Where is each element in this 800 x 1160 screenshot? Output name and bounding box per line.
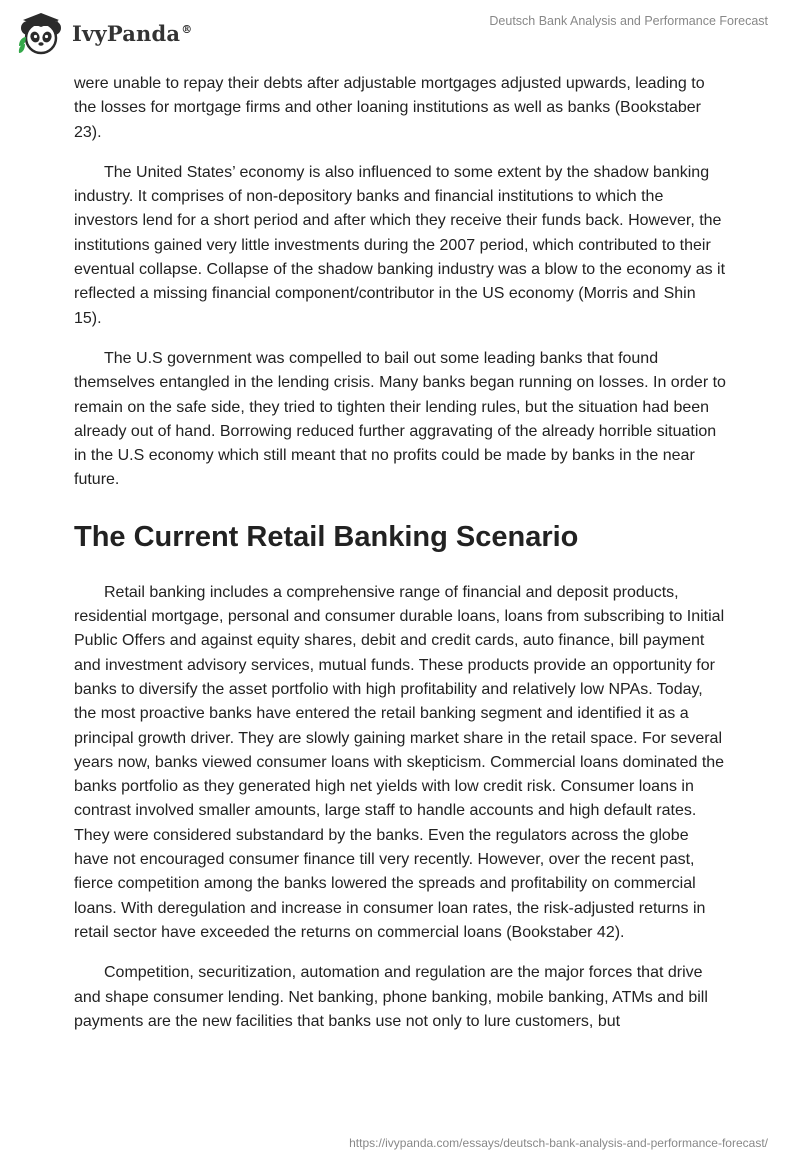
footer-url-link[interactable]: https://ivypanda.com/essays/deutsch-bank-analysis-and-performance-forecast/ <box>349 1136 768 1150</box>
ivypanda-logo[interactable] <box>16 8 192 58</box>
essay-body <box>74 72 726 1050</box>
brand-name: IvyPanda® <box>72 20 193 46</box>
page-header <box>0 0 800 70</box>
paragraph: Competition, securitization, automation and regulation are the major forces that drive and shape consumer lending. Net banking, phone banking, mobile banking, ATMs and bill payments are the new facilities that banks use not only to lure customers, but <box>74 964 708 1030</box>
panda-graduate-icon <box>16 8 66 58</box>
document-title: Deutsch Bank Analysis and Performance Forecast <box>489 14 768 28</box>
registered-mark: ® <box>181 22 193 36</box>
section-heading: The Current Retail Banking Scenario <box>74 520 579 553</box>
paragraph: The United States’ economy is also influenced to some extent by the shadow banking industry. It comprises of non-depository banks and financial institutions to which the investors lend for a short period and after which they receive their funds back. However, the institutions gained very little investments during the 2007 period, which contributed to their eventual collapse. Collapse of the shadow banking industry was a blow to the economy as it reflected a missing financial component/contributor in the US economy (Morris and Shin 15). <box>74 163 726 327</box>
paragraph: Retail banking includes a comprehensive range of financial and deposit products, residential mortgage, personal and consumer durable loans, loans from subscribing to Initial Public Offers and against equity shares, debit and credit cards, auto finance, bill payment and investment advisory services, mutual funds. These products provide an opportunity for banks to diversify the asset portfolio with high profitability and relatively low NPAs. Today, the most proactive banks have entered the retail banking segment and identified it as a principal growth driver. They are slowly gaining market share in the retail space. For several years now, banks viewed consumer loans with skepticism. Commercial loans dominated the banks portfolio as they generated high net yields with low credit risk. Consumer loans in contrast involved smaller amounts, large staff to handle accounts and high default rates. They were considered substandard by the banks. Even the regulators across the globe have not encouraged consumer finance till very recently. However, over the recent past, fierce competition among the banks lowered the spreads and profitability on commercial loans. With deregulation and increase in consumer loan rates, the risk-adjusted returns in retail sector have exceeded the returns on commercial loans (Bookstaber 42). <box>74 583 725 941</box>
paragraph: The U.S government was compelled to bail out some leading banks that found themselves entangled in the lending crisis. Many banks began running on losses. In order to remain on the safe side, they tried to tighten their lending rules, but the situation had been already out of hand. Borrowing reduced further aggravating of the already horrible situation in the U.S economy which still meant that no profits could be made by banks in the near future. <box>74 349 726 489</box>
paragraph: were unable to repay their debts after adjustable mortgages adjusted upwards, leading to the losses for mortgage firms and other loaning institutions as well as banks (Bookstaber 23). <box>74 75 705 141</box>
